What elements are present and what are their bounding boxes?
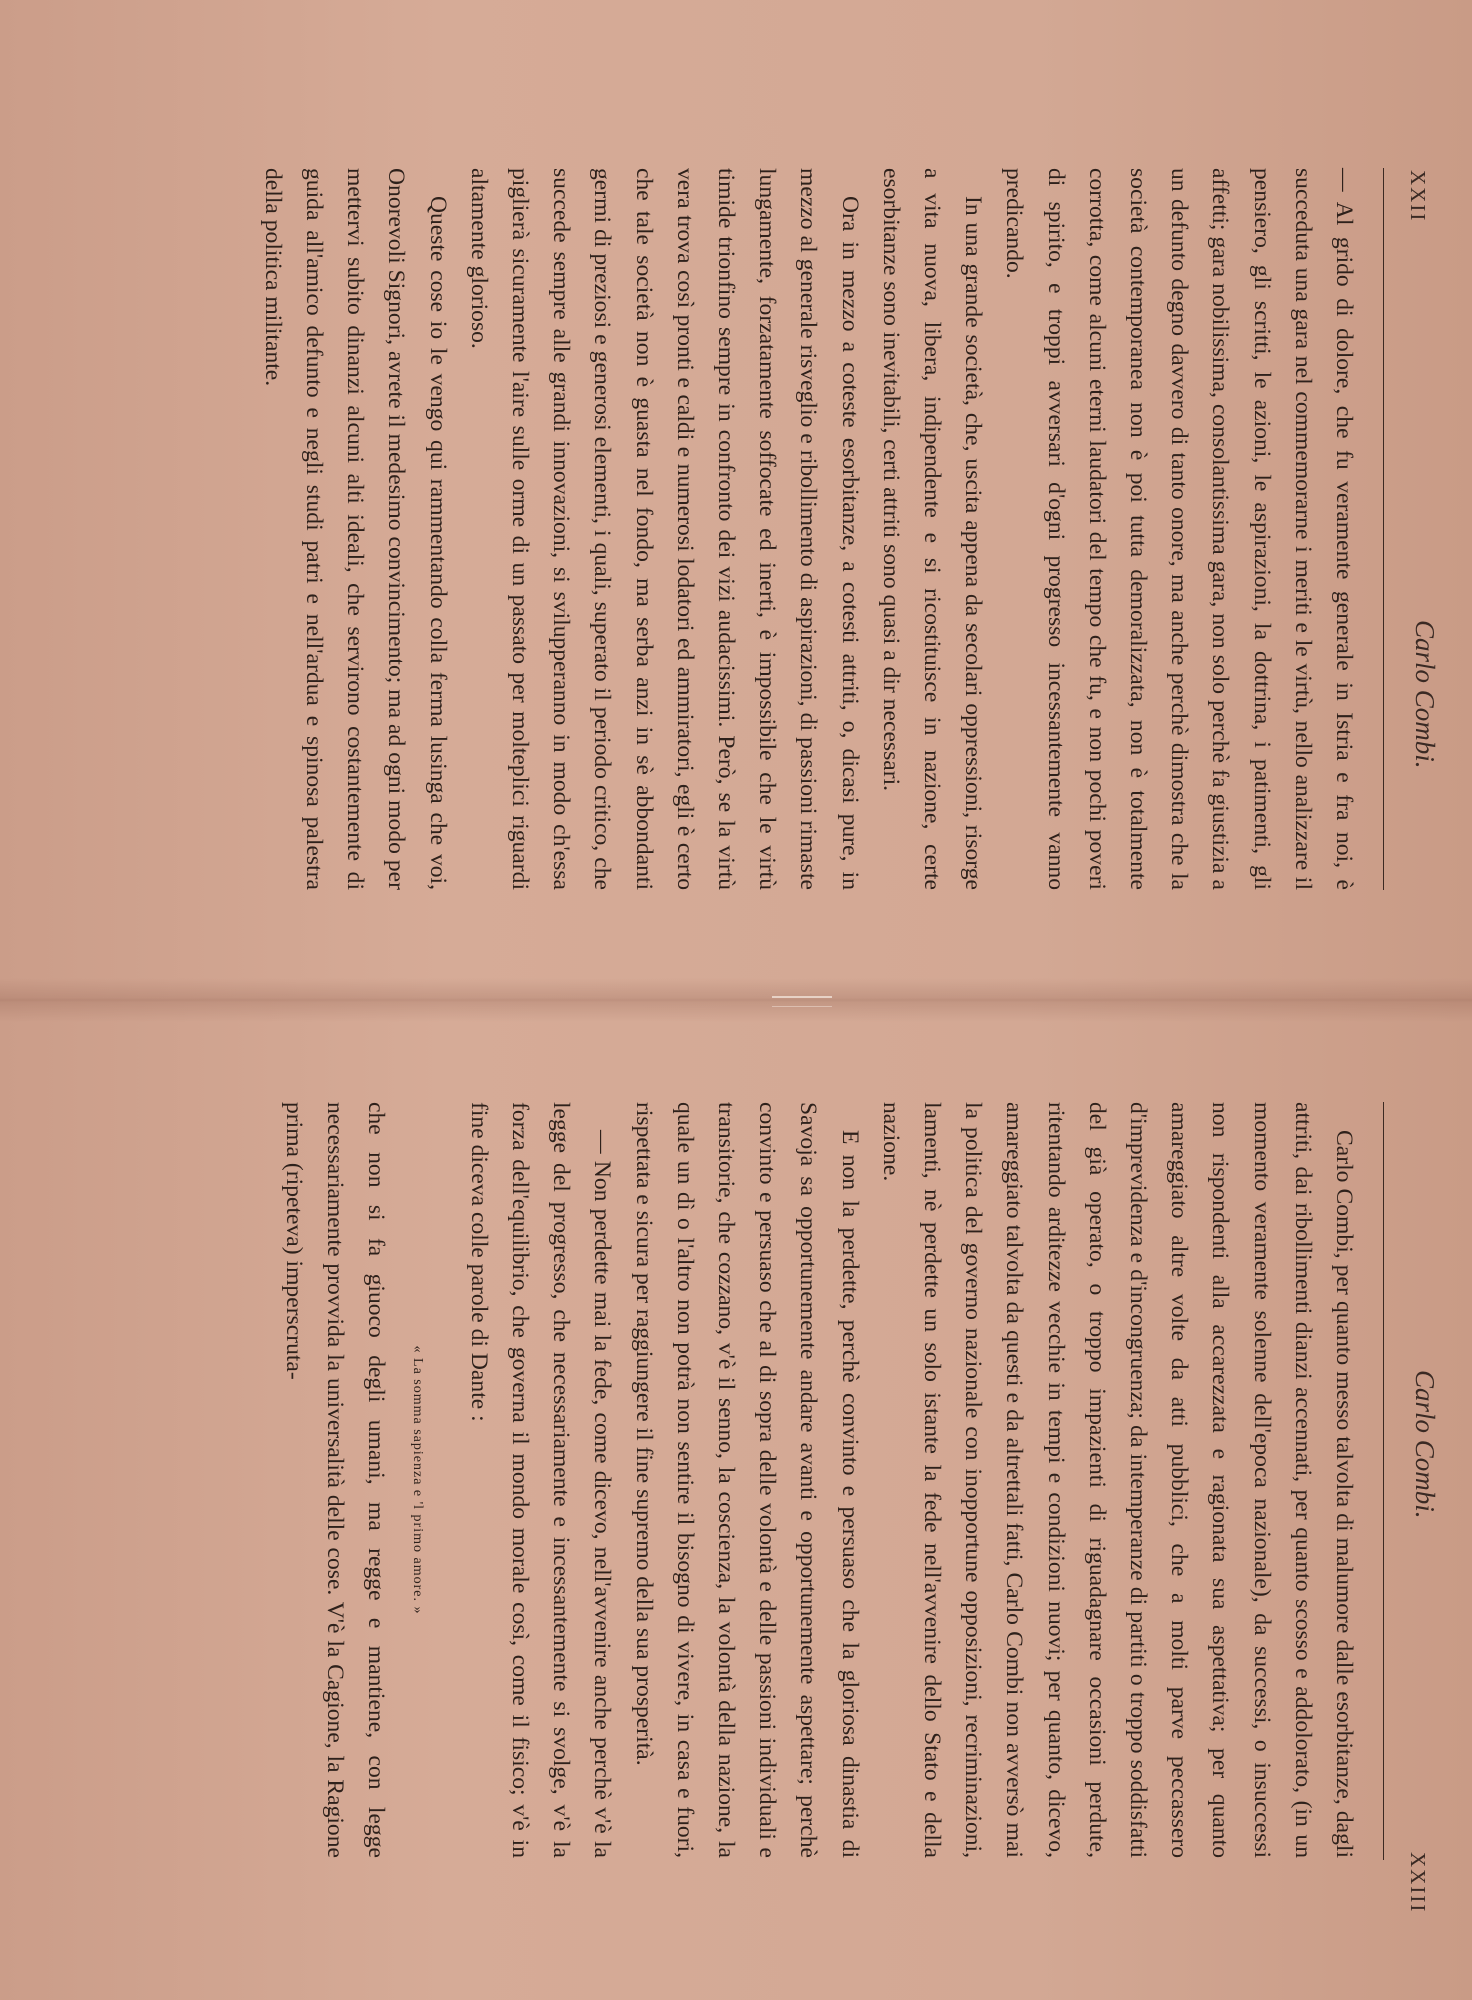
right-paragraph-2: E non la perdette, perchè convinto e persuaso che la gloriosa dinastia di Savoja sa opportunemente andare avanti e opportunemente aspettare; perchè convinto e persuaso che al di sopra delle volontà e delle passioni individuali e transitorie, che cozzano, v'è il senno, la coscienza, la volontà della nazione, la quale un dì o l'altro non potrà non sentire il bisogno di vivere, in casa e fuori, rispettata e sicura per raggiungere il fine supremo della sua prosperità.	[630, 1102, 863, 1858]
left-page-body	[252, 168, 1364, 890]
right-page	[0, 1000, 1472, 2000]
left-paragraph-2: In una grande società, che, uscita appena da secolari oppressioni, risorge a vita nuova, libera, indipendente e si ricostituisce in nazione, certe esorbitanze sono inevitabili, certi attriti sono quasi a dir necessari.	[877, 168, 987, 890]
right-paragraph-4: che non si fa giuoco degli umani, ma regge e mantiene, con legge necessariamente provvida la universalità delle cose. V'è la Cagione, la Ragione prima (ripeteva) imperscruta-	[280, 1102, 390, 1858]
right-page-number: XXIII	[1406, 1852, 1430, 1914]
left-page-header	[1392, 0, 1472, 1000]
left-paragraph-4: Queste cose io le vengo qui rammentando colla ferma lusinga che voi, Onorevoli Signori, avrete il medesimo convincimento; ma ad ogni modo per mettervi subito dinanzi alcuni alti ideali, che servirono costantemente di guida all'amico defunto e negli studi patri e nell'ardua e spinosa palestra della politica militante.	[259, 168, 451, 890]
right-running-head: Carlo Combi.	[1410, 1370, 1440, 1519]
right-header-rule	[1383, 1102, 1384, 1860]
right-paragraph-3: — Non perdette mai la fede, come dicevo, nell'avvenire anche perchè v'è la legge del progresso, che necessariamente e incessantemente si svolge, v'è la forza dell'equilibrio, che governa il mondo morale così, come il fisico; v'è in fine diceva colle parole di Dante :	[465, 1102, 616, 1858]
right-page-body	[273, 1102, 1364, 1858]
right-paragraph-1: Carlo Combi, per quanto messo talvolta di malumore dalle esorbitanze, dagli attriti, dai ribollimenti dianzi accennati, per quanto scosso e addolorato, (in un momento veramente solenne dell'epoca nazionale), da successi, o insuccessi non rispondenti alla accarezzata e ragionata sua aspettativa; per quanto amareggiato altre volte da atti pubblici, che a molti parve peccassero d'imprevidenza e d'incongruenza; da intemperanze di partiti o troppo soddisfatti del già operato, o troppo impazienti di riguadagnare occasioni perdute, ritentando arditezze vecchie in tempi e condizioni nuovi; per quanto, dicevo, amareggiato talvolta da questi e da altrettali fatti, Carlo Combi non avversò mai la politica del governo nazionale con inopportune opposizioni, recriminazioni, lamenti, nè perdette un solo istante la fede nell'avvenire dello Stato e della nazione.	[877, 1102, 1357, 1858]
left-running-head: Carlo Combi.	[1410, 620, 1440, 769]
left-header-rule	[1383, 168, 1384, 890]
left-paragraph-1: — Al grido di dolore, che fu veramente generale in Istria e fra noi, è succeduta una gara nel commemorarne i meriti e le virtù, nello analizzare il pensiero, gli scritti, le azioni, le aspirazioni, la dottrina, i patimenti, gli affetti; gara nobilissima, consolantissima gara, non solo perchè fa giustizia a un defunto degno davvero di tanto onore, ma anche perchè dimostra che la società contemporanea non è poi tutta demoralizzata, non è totalmente corrotta, come alcuni eterni laudatori del tempo che fu, e non pochi poveri di spirito, e troppi avversari d'ogni progresso incessantemente vanno predicando.	[1001, 168, 1357, 890]
right-page-header	[1392, 1000, 1472, 2000]
dante-quote: « La somma sapienza e 'l primo amore. »	[409, 1345, 425, 1615]
left-page-number: XXII	[1406, 170, 1430, 223]
left-paragraph-3: Ora in mezzo a coteste esorbitanze, a cotesti attriti, o, dicasi pure, in mezzo al generale risveglio e ribollimento di aspirazioni, di passioni rimaste lungamente, forzatamente soffocate ed inerti, è impossibile che le virtù timide trionfino sempre in confronto dei vizi audacissimi. Però, se la virtù vera trova così pronti e caldi e numerosi lodatori ed ammiratori, egli è certo che tale società non è guasta nel fondo, ma serba anzi in sè abbondanti germi di preziosi e generosi elementi, i quali, superato il periodo critico, che succede sempre alle grandi innovazioni, si svilupperanno in modo ch'essa piglierà sicuramente l'aire sulle orme di un passato per molteplici riguardi altamente glorioso.	[465, 168, 863, 890]
